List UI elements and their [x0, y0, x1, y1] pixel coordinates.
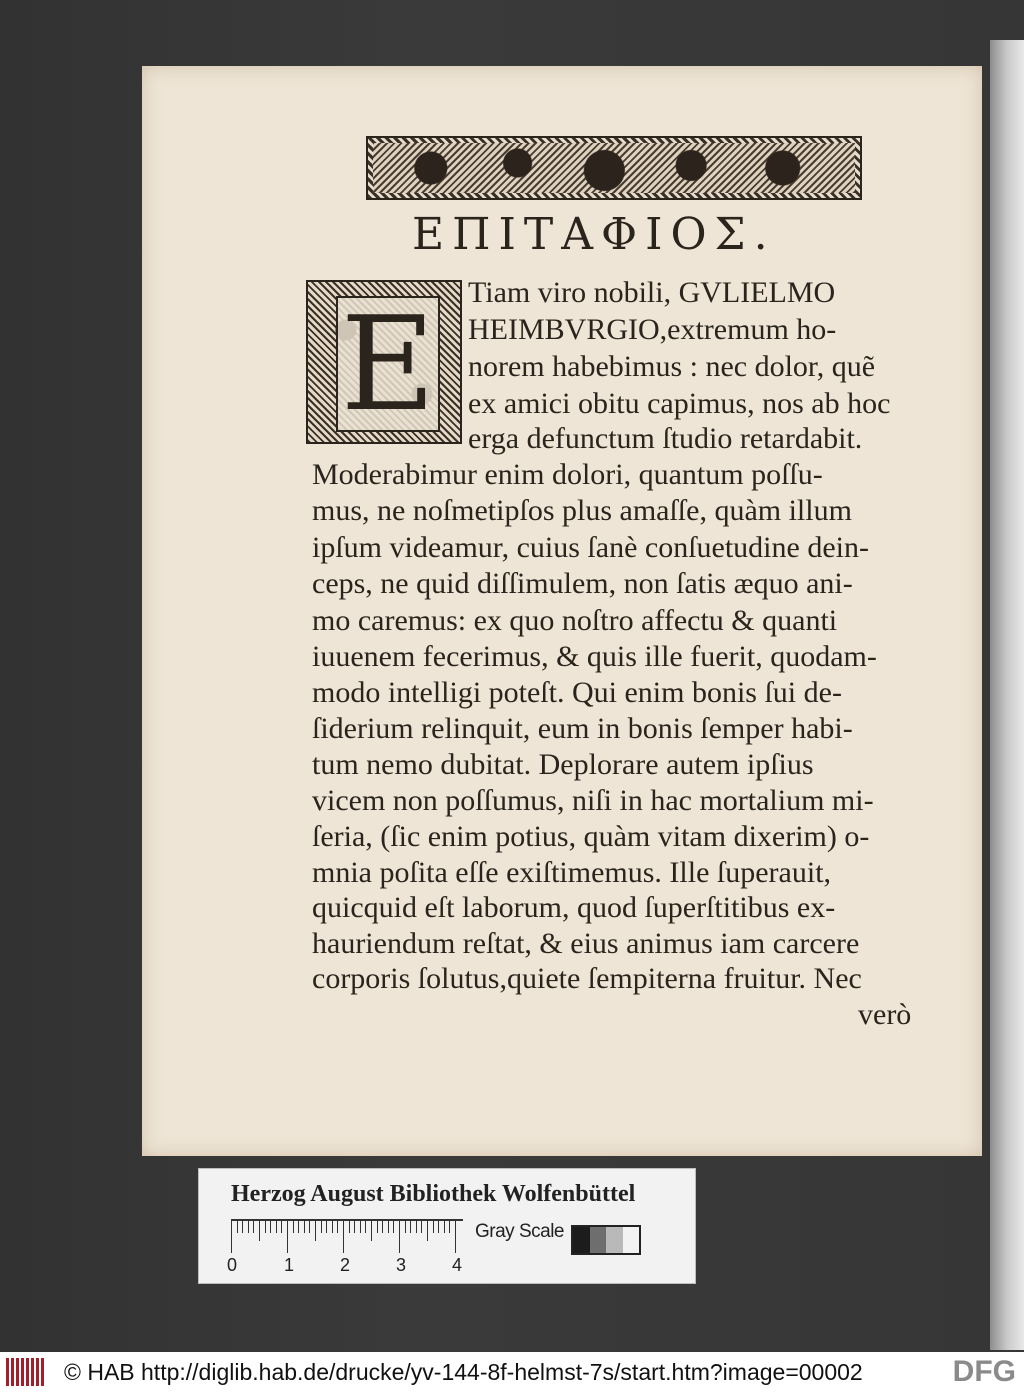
page-heading: ΕΠΙΤΑΦΙΟΣ. — [412, 209, 776, 260]
ruler-tick — [321, 1219, 322, 1233]
scale-ruler — [231, 1219, 463, 1255]
ruler-tick — [416, 1219, 417, 1233]
text-line: quicquid eſt laborum, quod ſuperſtitibus ex- — [312, 891, 836, 924]
ruler-tick — [433, 1219, 434, 1233]
hab-logo-icon — [6, 1358, 46, 1386]
ruler-tick — [388, 1219, 389, 1233]
ruler-tick — [343, 1219, 344, 1253]
text-line: mnia poſita eſſe exiſtimemus. Ille ſuperauit, — [312, 856, 832, 889]
ruler-number: 1 — [284, 1255, 295, 1275]
ruler-tick — [304, 1219, 305, 1233]
catchword: verò — [858, 998, 912, 1031]
dfg-logo: DFG — [952, 1355, 1016, 1388]
library-label-card — [198, 1168, 696, 1284]
text-line: norem habebimus : nec dolor, quẽ — [468, 350, 876, 383]
text-line: HEIMBVRGIO,extremum ho- — [468, 313, 837, 346]
ruler-number: 2 — [340, 1255, 351, 1275]
ruler-tick — [393, 1219, 394, 1233]
ruler-tick — [360, 1219, 361, 1233]
ruler-tick — [427, 1219, 428, 1241]
ruler-tick — [354, 1219, 355, 1233]
ruler-tick — [377, 1219, 378, 1233]
text-line: iuuenem fecerimus, & quis ille fuerit, quodam- — [312, 640, 877, 673]
gray-swatch — [623, 1227, 640, 1253]
decorated-initial — [306, 280, 462, 444]
ruler-tick — [438, 1219, 439, 1233]
ruler-tick — [405, 1219, 406, 1233]
headpiece-ornament — [373, 143, 855, 193]
ruler-number: 3 — [396, 1255, 407, 1275]
text-line: Tiam viro nobili, GVLIELMO — [468, 276, 836, 309]
text-line: ceps, ne quid diſſimulem, non ſatis æquo ani- — [312, 567, 853, 600]
ruler-tick — [371, 1219, 372, 1241]
text-line: ſiderium relinquit, eum in bonis ſemper habi- — [312, 712, 853, 745]
ruler-tick — [309, 1219, 310, 1233]
text-line: hauriendum reſtat, & eius animus iam carcere — [312, 927, 860, 960]
ruler-tick — [298, 1219, 299, 1233]
ruler-tick — [253, 1219, 254, 1233]
text-line: tum nemo dubitat. Deplorare autem ipſius — [312, 748, 814, 781]
adjacent-page-edge — [990, 40, 1024, 1350]
initial-letter: E — [336, 296, 440, 432]
ruler-base-line — [231, 1219, 463, 1221]
ruler-tick — [349, 1219, 350, 1233]
ruler-tick — [337, 1219, 338, 1233]
text-line: mo caremus: ex quo noſtro affectu & quanti — [312, 604, 838, 637]
ruler-tick — [326, 1219, 327, 1233]
ruler-tick — [444, 1219, 445, 1233]
text-line: ex amici obitu capimus, nos ab hoc — [468, 387, 891, 420]
text-line: mus, ne noſmetipſos plus amaſſe, quàm illum — [312, 494, 852, 527]
ruler-tick — [265, 1219, 266, 1233]
viewer-footer — [0, 1352, 1024, 1392]
ruler-tick — [455, 1219, 456, 1253]
text-line: corporis ſolutus,quiete ſempiterna fruitur. Nec — [312, 962, 862, 995]
copyright-url[interactable]: © HAB http://diglib.hab.de/drucke/yv-144-8f-helmst-7s/start.htm?image=00002 — [64, 1359, 863, 1385]
ruler-tick — [276, 1219, 277, 1233]
ruler-tick — [365, 1219, 366, 1233]
ruler-tick — [281, 1219, 282, 1233]
ruler-tick — [270, 1219, 271, 1233]
text-line: modo intelligi poteſt. Qui enim bonis ſui de- — [312, 676, 842, 709]
ruler-tick — [248, 1219, 249, 1233]
ruler-tick — [421, 1219, 422, 1233]
gray-swatch — [606, 1227, 623, 1253]
ruler-tick — [231, 1219, 232, 1253]
gray-scale-label: Gray Scale — [475, 1221, 564, 1242]
text-line: Moderabimur enim dolori, quantum poſſu- — [312, 458, 823, 491]
ruler-tick — [259, 1219, 260, 1241]
gray-scale-swatches — [571, 1225, 641, 1255]
ruler-tick — [242, 1219, 243, 1233]
library-name: Herzog August Bibliothek Wolfenbüttel — [231, 1181, 636, 1207]
ruler-tick — [315, 1219, 316, 1241]
ruler-tick — [287, 1219, 288, 1253]
ruler-tick — [410, 1219, 411, 1233]
ruler-tick — [449, 1219, 450, 1233]
text-line: ſeria, (ſic enim potius, quàm vitam dixerim) o- — [312, 820, 870, 853]
ruler-tick — [237, 1219, 238, 1233]
gray-swatch — [573, 1227, 590, 1253]
ruler-tick — [332, 1219, 333, 1233]
ornamental-headpiece — [366, 136, 862, 200]
gray-swatch — [590, 1227, 607, 1253]
ruler-tick — [399, 1219, 400, 1253]
text-line: vicem non poſſumus, niſi in hac mortalium mi- — [312, 784, 874, 817]
text-line: ipſum videamur, cuius ſanè conſuetudine dein- — [312, 531, 869, 564]
text-line: erga defunctum ſtudio retardabit. — [468, 422, 863, 455]
ruler-number: 4 — [452, 1255, 463, 1275]
ruler-number: 0 — [227, 1255, 238, 1275]
ruler-tick — [293, 1219, 294, 1233]
ruler-tick — [382, 1219, 383, 1233]
